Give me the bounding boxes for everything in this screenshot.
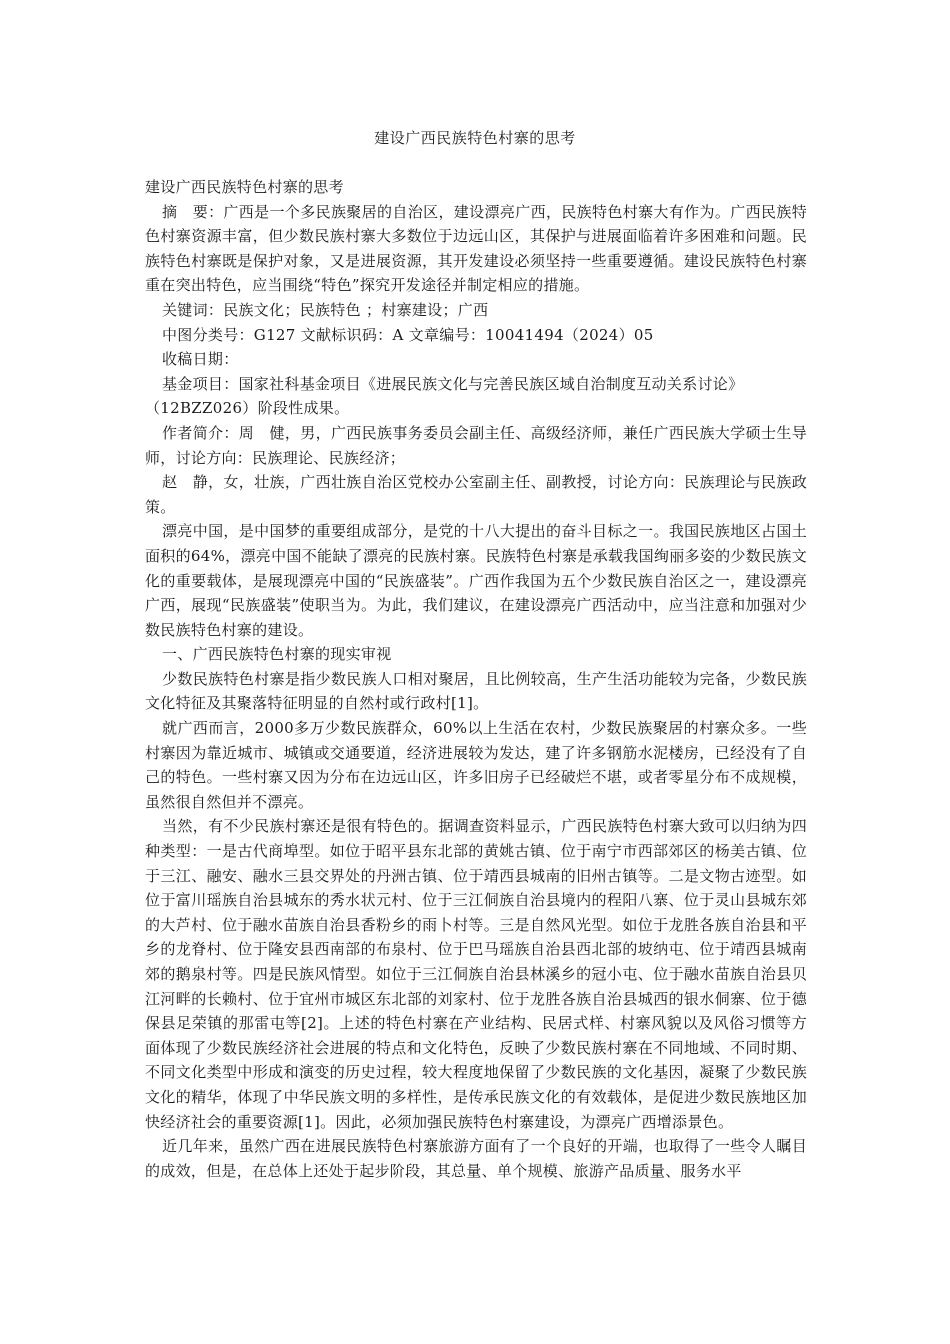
received-date-line: 收稿日期： (162, 350, 239, 369)
body-paragraph-5: 近几年来，虽然广西在进展民族特色村寨旅游方面有了一个良好的开端，也取得了一些令人瞩目的成效，但是，在总体上还处于起步阶段，其总量、单个规模、旅游产品质量、服务水平 (145, 1137, 807, 1180)
body-paragraph-1: 漂亮中国，是中国梦的重要组成部分，是党的十八大提出的奋斗目标之一。我国民族地区占国土面积的64%，漂亮中国不能缺了漂亮的民族村寨。民族特色村寨是承载我国绚丽多姿的少数民族文化的重要载体，是展现漂亮中国的“民族盛装”。广西作我国为五个少数民族自治区之一，建设漂亮广西，展现“民族盛装”使职当为。为此，我们建议，在建设漂亮广西活动中，应当注意和加强对少数民族特色村寨的建设。 (145, 522, 807, 639)
author-bio-2: 赵 静，女，壮族，广西壮族自治区党校办公室副主任、副教授，讨论方向：民族理论与民族政策。 (145, 473, 807, 516)
abstract-paragraph: 摘 要：广西是一个多民族聚居的自治区，建设漂亮广西，民族特色村寨大有作为。广西民族特色村寨资源丰富，但少数民族村寨大多数位于边远山区，其保护与进展面临着许多困难和问题。民族特色村寨既是保护对象，又是进展资源，其开发建设必须坚持一些重要遵循。建设民族特色村寨重在突出特色，应当围绕“特色”探究开发途径并制定相应的措施。 (145, 202, 807, 295)
fund-line-continued: （12BZZ026）阶段性成果。 (145, 399, 350, 418)
section-heading-1: 一、广西民族特色村寨的现实审视 (162, 645, 392, 664)
fund-line: 基金项目：国家社科基金项目《进展民族文化与完善民族区域自治制度互动关系讨论》 (162, 374, 744, 393)
classification-line: 中图分类号：G127 文献标识码：A 文章编号：10041494（2024）05 (162, 325, 654, 344)
document-body (145, 175, 807, 1183)
body-paragraph-2: 少数民族特色村寨是指少数民族人口相对聚居，且比例较高，生产生活功能较为完备，少数民族文化特征及其聚落特征明显的自然村或行政村[1]。 (145, 669, 807, 713)
keywords-line: 关键词：民族文化；民族特色 ；村寨建设；广西 (162, 300, 489, 319)
document-title: 建设广西民族特色村寨的思考 (374, 129, 576, 147)
article-heading: 建设广西民族特色村寨的思考 (145, 178, 344, 196)
body-paragraph-3: 就广西而言，2000多万少数民族群众，60%以上生活在农村，少数民族聚居的村寨众多。一些村寨因为靠近城市、城镇或交通要道，经济进展较为发达，建了许多钢筋水泥楼房，已经没有了自己的特色。一些村寨又因为分布在边远山区，许多旧房子已经破烂不堪，或者零星分布不成规模，虽然很自然但并不漂亮。 (145, 719, 807, 811)
author-bio-1: 作者简介：周 健，男，广西民族事务委员会副主任、高级经济师，兼任广西民族大学硕士生导师，讨论方向：民族理论、民族经济； (145, 423, 807, 467)
body-paragraph-4: 当然，有不少民族村寨还是很有特色的。据调查资料显示，广西民族特色村寨大致可以归纳为四种类型：一是古代商埠型。如位于昭平县东北部的黄姚古镇、位于南宁市西部郊区的杨美古镇、位于三江、融安、融水三县交界处的丹洲古镇、位于靖西县城南的旧州古镇等。二是文物古迹型。如位于富川瑶族自治县城东的秀水状元村、位于三江侗族自治县境内的程阳八寨、位于灵山县城东郊的大芦村、位于融水苗族自治县香粉乡的雨卜村等。三是自然风光型。如位于龙胜各族自治县和平乡的龙脊村、位于隆安县西南部的布泉村、位于巴马瑶族自治县西北部的坡纳屯、位于靖西县城南郊的鹅泉村等。四是民族风情型。如位于三江侗族自治县林溪乡的冠小屯、位于融水苗族自治县贝江河畔的长赖村、位于宜州市城区东北部的刘家村、位于龙胜各族自治县城西的银水侗寨、位于德保县足荣镇的那雷屯等[2]。上述的特色村寨在产业结构、民居式样、村寨风貌以及风俗习惯等方面体现了少数民族经济社会进展的特点和文化特色，反映了少数民族村寨在不同地域、不同时期、不同文化类型中形成和演变的历史过程，较大程度地保留了少数民族的文化基因，凝聚了少数民族文化的精华，体现了中华民族文明的多样性，是传承民族文化的有效载体，是促进少数民族地区加快经济社会的重要资源[1]。因此，必须加强民族特色村寨建设，为漂亮广西增添景色。 (145, 817, 807, 1131)
